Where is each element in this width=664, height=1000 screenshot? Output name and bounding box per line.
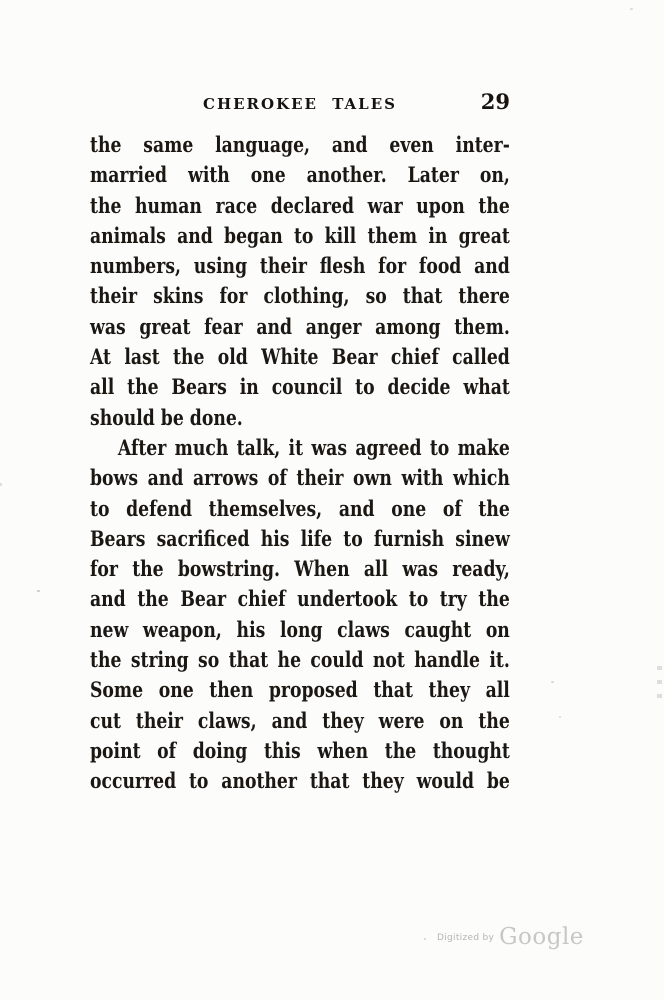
scan-edge-mark	[0, 483, 2, 486]
page-number: 29	[480, 89, 510, 114]
scan-edge-mark	[657, 694, 662, 698]
google-logo: Google	[499, 924, 584, 950]
text-line: bows and arrows of their own with which	[90, 465, 510, 491]
text-line: all the Bears in council to decide what	[90, 374, 510, 400]
scan-speck	[559, 716, 561, 718]
text-line: married with one another. Later on,	[90, 162, 510, 188]
chapter-header: CHEROKEE TALES	[203, 95, 397, 113]
text-line: for the bowstring. When all was ready,	[90, 556, 510, 582]
text-line: After much talk, it was agreed to make	[117, 434, 510, 460]
text-line: animals and began to kill them in great	[90, 222, 510, 248]
page-body	[90, 130, 510, 797]
text-line: should be done.	[90, 404, 243, 430]
text-line: cut their claws, and they were on the	[90, 707, 510, 733]
text-line: the human race declared war upon the	[90, 192, 510, 218]
text-line: occurred to another that they would be	[90, 768, 510, 794]
scan-edge-mark	[657, 666, 662, 670]
text-line: and the Bear chief undertook to try the	[90, 586, 510, 612]
text-line: was great fear and anger among them.	[90, 313, 510, 339]
scan-speck	[37, 590, 40, 592]
scan-speck	[551, 681, 554, 683]
text-line: Bears sacrificed his life to furnish sinew	[90, 525, 510, 551]
running-head	[90, 89, 510, 115]
text-line: their skins for clothing, so that there	[90, 283, 510, 309]
text-line: to defend themselves, and one of the	[90, 495, 510, 521]
scan-speck	[424, 938, 426, 940]
text-line: point of doing this when the thought	[90, 737, 510, 763]
text-line: At last the old White Bear chief called	[90, 344, 510, 370]
text-line: new weapon, his long claws caught on	[90, 616, 510, 642]
digitized-by-label: Digitized by	[437, 933, 495, 943]
scan-speck	[630, 8, 633, 10]
text-line: the string so that he could not handle it.	[90, 647, 510, 673]
text-line: the same language, and even inter-	[90, 132, 510, 157]
text-line: Some one then proposed that they all	[90, 677, 510, 703]
scan-edge-mark	[657, 680, 662, 684]
watermark	[437, 924, 584, 950]
text-line: numbers, using their flesh for food and	[90, 253, 510, 279]
